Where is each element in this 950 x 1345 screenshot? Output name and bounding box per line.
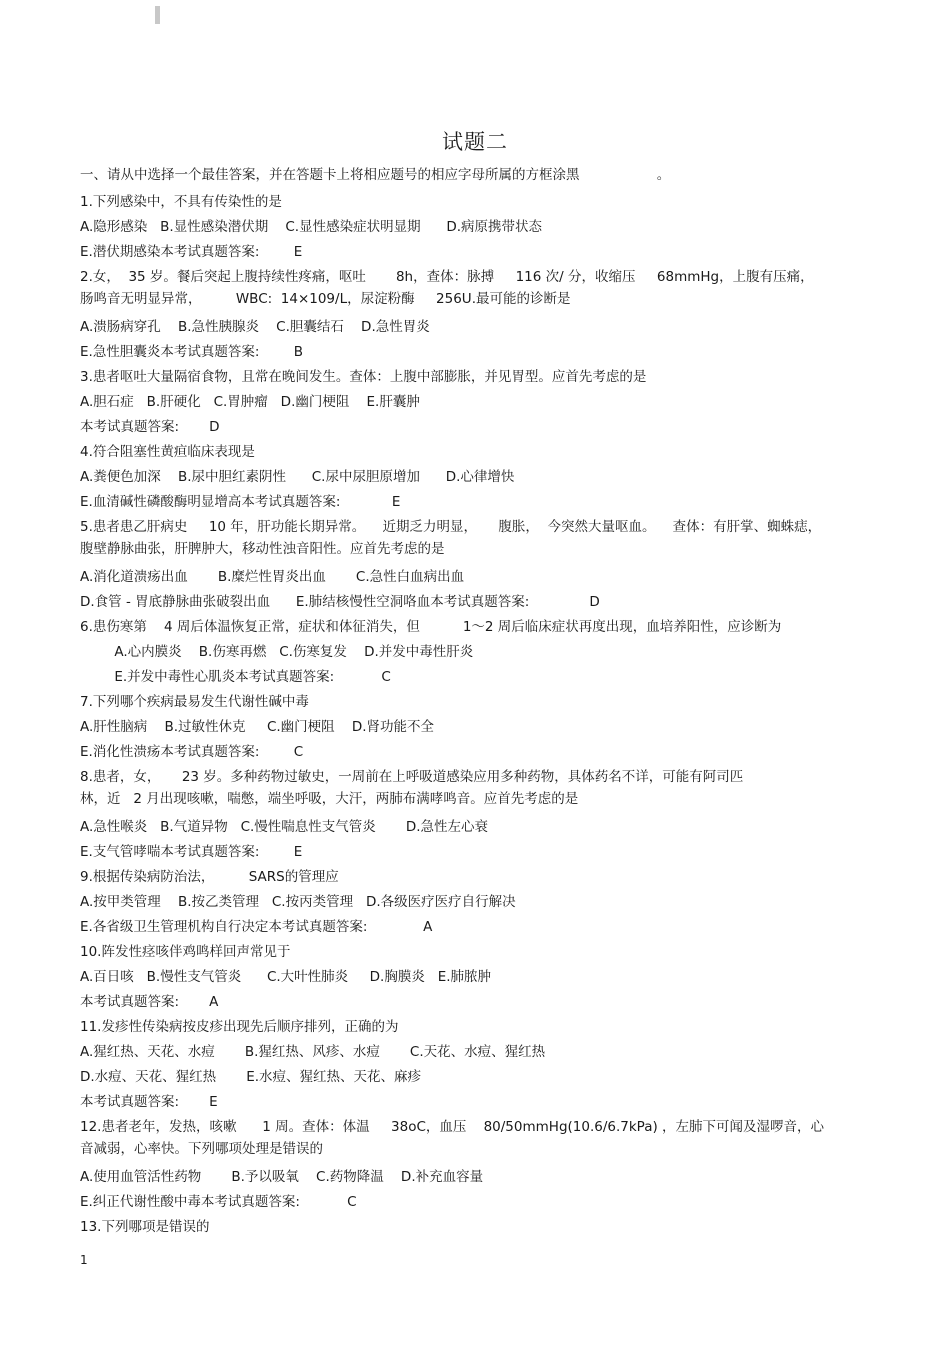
text-line: A.消化道溃疡出血 B.糜烂性胃炎出血 C.急性白血病出血	[80, 569, 465, 585]
text-line: A.使用血管活性药物 B.予以吸氧 C.药物降温 D.补充血容量	[80, 1169, 484, 1185]
text-line: A.溃肠病穿孔 B.急性胰腺炎 C.胆囊结石 D.急性胃炎	[80, 319, 430, 335]
text-line: 林，近 2 月出现咳嗽，喘憋，端坐呼吸，大汗，两肺布满哮鸣音。应首先考虑的是	[80, 791, 579, 807]
text-line: 一、请从中选择一个最佳答案，并在答题卡上将相应题号的相应字母所属的方框涂黑 。	[80, 167, 671, 183]
text-line: 8.患者，女， 23 岁。多种药物过敏史，一周前在上呼吸道感染应用多种药物，具体药名不详，可能有阿司匹	[80, 769, 744, 785]
text-line: 本考试真题答案: E	[80, 1094, 218, 1110]
text-line: 9.根据传染病防治法， SARS的管理应	[80, 869, 339, 885]
text-line: 1.下列感染中，不具有传染性的是	[80, 194, 282, 210]
text-line: A.胆石症 B.肝硬化 C.胃肿瘤 D.幽门梗阻 E.肝囊肿	[80, 394, 420, 410]
text-line: 3.患者呕吐大量隔宿食物，且常在晚间发生。查体：上腹中部膨胀，并见胃型。应首先考虑的是	[80, 369, 647, 385]
text-line: A.肝性脑病 B.过敏性休克 C.幽门梗阻 D.肾功能不全	[80, 719, 435, 735]
text-line: 6.患伤寒第 4 周后体温恢复正常，症状和体征消失，但 1～2 周后临床症状再度出现，血培养阳性，应诊断为	[80, 619, 782, 635]
text-line: 12.患者老年，发热，咳嗽 1 周。查体：体温 38oC，血压 80/50mmHg(10.6/6.7kPa) ，左肺下可闻及湿啰音，心	[80, 1119, 825, 1135]
text-line: A.猩红热、天花、水痘 B.猩红热、风疹、水痘 C.天花、水痘、猩红热	[80, 1044, 546, 1060]
text-line: 10.阵发性痉咳伴鸡鸣样回声常见于	[80, 944, 291, 960]
text-line: E.潜伏期感染本考试真题答案: E	[80, 244, 303, 260]
page-number: 1	[80, 1253, 88, 1267]
text-line: 音减弱，心率快。下列哪项处理是错误的	[80, 1141, 323, 1157]
text-line: D.水痘、天花、猩红热 E.水痘、猩红热、天花、麻疹	[80, 1069, 422, 1085]
text-line: 本考试真题答案: D	[80, 419, 220, 435]
text-line: 5.患者患乙肝病史 10 年，肝功能长期异常。 近期乏力明显， 腹胀， 今突然大量呕血。 查体：有肝掌、蜘蛛痣，	[80, 519, 822, 535]
text-line: A.按甲类管理 B.按乙类管理 C.按丙类管理 D.各级医疗医疗自行解决	[80, 894, 516, 910]
text-line: E.急性胆囊炎本考试真题答案: B	[80, 344, 303, 360]
text-line: 腹壁静脉曲张，肝脾肿大，移动性浊音阳性。应首先考虑的是	[80, 541, 445, 557]
text-line: E.并发中毒性心肌炎本考试真题答案: C	[80, 669, 391, 685]
text-line: 7.下列哪个疾病最易发生代谢性碱中毒	[80, 694, 309, 710]
text-line: 13.下列哪项是错误的	[80, 1219, 210, 1235]
text-line: A.急性喉炎 B.气道异物 C.慢性喘息性支气管炎 D.急性左心衰	[80, 819, 489, 835]
scan-mark	[155, 6, 160, 24]
text-line: E.血清碱性磷酸酶明显增高本考试真题答案: E	[80, 494, 401, 510]
text-line: E.消化性溃疡本考试真题答案: C	[80, 744, 304, 760]
text-line: E.支气管哮喘本考试真题答案: E	[80, 844, 303, 860]
text-line: A.心内膜炎 B.伤寒再燃 C.伤寒复发 D.并发中毒性肝炎	[80, 644, 474, 660]
text-line: 肠鸣音无明显异常， WBC: 14×109/L，尿淀粉酶 256U.最可能的诊断是	[80, 291, 571, 307]
text-line: A.百日咳 B.慢性支气管炎 C.大叶性肺炎 D.胸膜炎 E.肺脓肿	[80, 969, 492, 985]
text-line: 4.符合阻塞性黄疸临床表现是	[80, 444, 255, 460]
text-line: E.各省级卫生管理机构自行决定本考试真题答案: A	[80, 919, 433, 935]
text-line: D.食管 - 胃底静脉曲张破裂出血 E.肺结核慢性空洞咯血本考试真题答案: D	[80, 594, 600, 610]
text-line: A.隐形感染 B.显性感染潜伏期 C.显性感染症状明显期 D.病原携带状态	[80, 219, 543, 235]
text-line: A.粪便色加深 B.尿中胆红素阴性 C.尿中尿胆原增加 D.心律增快	[80, 469, 515, 485]
text-line: 11.发疹性传染病按皮疹出现先后顺序排列，正确的为	[80, 1019, 399, 1035]
text-line: 2.女， 35 岁。餐后突起上腹持续性疼痛，呕吐 8h，查体：脉搏 116 次/ 分，收缩压 68mmHg，上腹有压痛，	[80, 269, 814, 285]
text-line: 本考试真题答案: A	[80, 994, 219, 1010]
page-title: 试题二	[442, 130, 508, 154]
text-line: E.纠正代谢性酸中毒本考试真题答案: C	[80, 1194, 357, 1210]
